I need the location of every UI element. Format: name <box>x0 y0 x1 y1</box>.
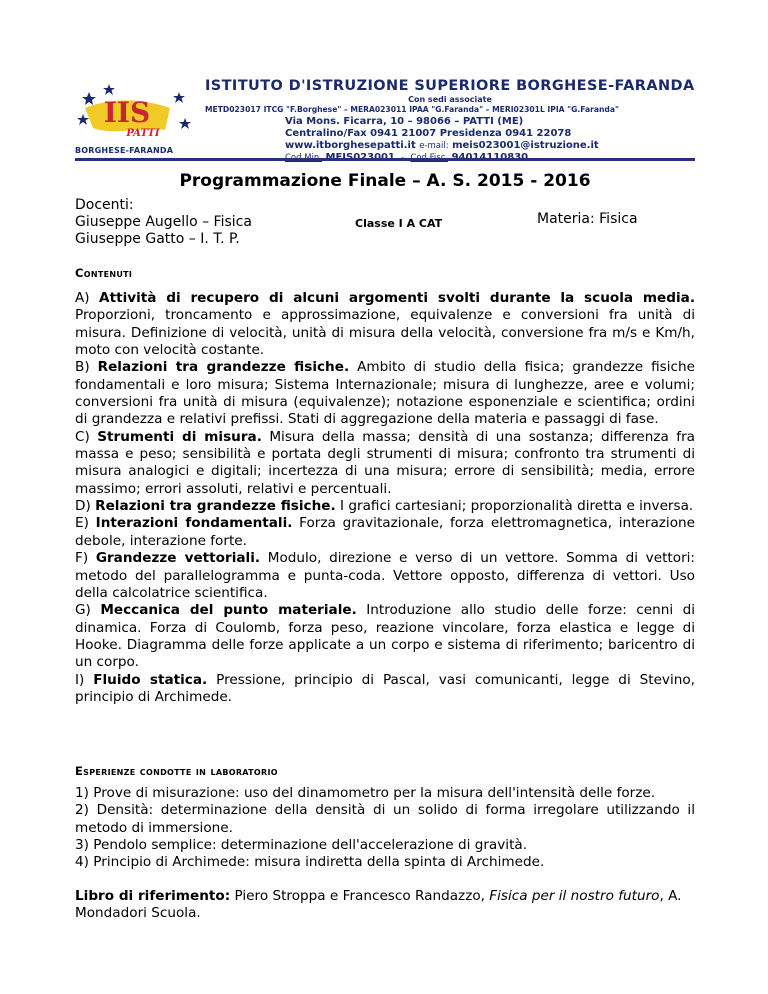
contenuto-item: B) Relazioni tra grandezze fisiche. Ambito di studio della fisica; grandezze fisiche fondamentali e loro misura; Sistema Internazionale; misura di lunghezze, aree e volumi; conversioni fra unità di misura (equivalenze); notazione esponenziale e scientifica; ordini di grandezza e relativi prefissi. Stati di aggregazione della materia e passaggi di fase. <box>75 359 695 428</box>
letterhead <box>75 78 695 162</box>
reference-book-authors: Piero Stroppa e Francesco Randazzo, <box>234 888 485 904</box>
contenuto-text: Misura della massa; densità di una sostanza; differenza fra massa e peso; sensibilità e portata degli strumenti di misura; confronto tra strumenti di misura analogici e digitali; incertezza di una misura; errore di sensibilità; media, errore massimo; errori assoluti, relativi e percentuali. <box>75 428 695 497</box>
teacher-2: Giuseppe Gatto – I. T. P. <box>75 231 240 247</box>
contenuto-item: C) Strumenti di misura. Misura della massa; densità di una sostanza; differenza fra massa e peso; sensibilità e portata degli strumenti di misura; confronto tra strumenti di misura analogici e digitali; incertezza di una misura; errore di sensibilità; media, errore massimo; errori assoluti, relativi e percentuali. <box>75 428 695 497</box>
section-esperienze-heading: Esperienze condotte in laboratorio <box>75 764 278 778</box>
teachers <box>75 197 252 248</box>
school-email[interactable]: meis023001@istruzione.it <box>452 140 599 151</box>
contenuto-item: A) Attività di recupero di alcuni argomenti svolti durante la scuola media. Proporzioni, troncamento e approssimazione, equivalenze e conversioni fra unità di misura. Definizione di velocità, unità di misura della velocità, conversione fra m/s e Km/h, moto con velocità costante. <box>75 290 696 359</box>
email-label: e-mail: <box>419 141 449 151</box>
contenuto-item: F) Grandezze vettoriali. Modulo, direzione e verso di un vettore. Somma di vettori: metodo del parallelogramma e punta-coda. Vettore opposto, differenza di vettori. Uso della calcolatrice scientifica. <box>75 550 696 601</box>
esperienze-list <box>75 785 695 872</box>
header-divider <box>75 158 695 161</box>
contenuto-item: E) Interazioni fondamentali. Forza gravitazionale, forza elettromagnetica, interazione debole, interazione forte. <box>75 515 695 549</box>
contenuto-heading: Relazioni tra grandezze fisiche. <box>95 498 336 515</box>
contenuto-text: Modulo, direzione e verso di un vettore. Somma di vettori: metodo del parallelogramma e punta-coda. Vettore opposto, differenza di vettori. Uso della calcolatrice scientifica. <box>75 550 696 601</box>
contenuto-heading: Attività di recupero di alcuni argomenti svolti durante la scuola media. <box>99 290 696 306</box>
esperienza-item: 4) Principio di Archimede: misura indiretta della spinta di Archimede. <box>75 854 545 871</box>
contenuto-heading: Grandezze vettoriali. <box>95 550 261 567</box>
reference-book-label: Libro di riferimento: <box>75 888 231 904</box>
school-name: ISTITUTO D'ISTRUZIONE SUPERIORE BORGHESE-FARANDA <box>205 78 695 94</box>
school-address: Via Mons. Ficarra, 10 – 98066 – PATTI (ME) <box>285 116 524 127</box>
page-title: Programmazione Finale – A. S. 2015 - 2016 <box>179 171 591 191</box>
logo-sub: PATTI <box>126 128 160 139</box>
reference-book-title: Fisica per il nostro futuro <box>489 888 660 904</box>
contenuto-text: Forza gravitazionale, forza elettromagnetica, interazione debole, interazione forte. <box>75 515 695 549</box>
logo-caption: BORGHESE-FARANDA <box>75 146 174 155</box>
reference-book <box>75 888 695 923</box>
contenuto-heading: Relazioni tra grandezze fisiche. <box>97 359 350 376</box>
school-codes: METD023017 ITCG "F.Borghese" – MERA023011 IPAA "G.Faranda" – MERI02301L IPIA "G.Faranda" <box>205 105 619 114</box>
school-web-email <box>285 140 695 152</box>
letterhead-text <box>205 78 695 164</box>
school-contacts <box>285 116 695 164</box>
contenuto-text: Proporzioni, troncamento e approssimazione, equivalenze e conversioni fra unità di misura. Definizione di velocità, unità di misura della velocità, conversione fra m/s e Km/h, moto con velocità costante. <box>75 307 695 359</box>
class-label: Classe I A CAT <box>355 217 443 230</box>
esperienza-item: 2) Densità: determinazione della densità di un solido di forma irregolare utilizzando il metodo di immersione. <box>75 802 695 836</box>
contenuto-item: I) Fluido statica. Pressione, principio di Pascal, vasi comunicanti, legge di Stevino, principio di Archimede. <box>75 671 696 705</box>
contenuto-text: I grafici cartesiani; proporzionalità diretta e inversa. <box>340 498 694 515</box>
contenuti-list <box>75 290 695 706</box>
contenuto-text: Ambito di studio della fisica; grandezze fisiche fondamentali e loro misura; Sistema Internazionale; misura di lunghezze, aree e volumi; conversioni fra unità di misura (equivalenze); notazione esponenziale e scientifica; ordini di grandezza e relativi prefissi. Stati di aggregazione della materia e passaggi di fase. <box>75 359 695 428</box>
esperienza-item: 3) Pendolo semplice: determinazione dell'accelerazione di gravità. <box>75 837 528 854</box>
teachers-label: Docenti: <box>75 197 134 213</box>
logo-text: IIS <box>103 96 151 129</box>
subject-label: Materia: Fisica <box>537 211 638 227</box>
contenuto-heading: Fluido statica. <box>93 671 208 688</box>
contenuto-heading: Strumenti di misura. <box>97 428 262 445</box>
sedi-associate: Con sedi associate <box>408 95 492 104</box>
contenuto-item: D) Relazioni tra grandezze fisiche. I grafici cartesiani; proporzionalità diretta e inversa. <box>75 498 694 515</box>
contenuto-item: G) Meccanica del punto materiale. Introduzione allo studio delle forze: cenni di dinamica. Forza di Coulomb, forza peso, reazione vincolare, forza elastica e legge di Hooke. Diagramma delle forze applicate a un corpo e sistema di riferimento; baricentro di un corpo. <box>75 602 695 671</box>
esperienza-item: 1) Prove di misurazione: uso del dinamometro per la misura dell'intensità delle forze. <box>75 785 656 801</box>
school-phones: Centralino/Fax 0941 21007 Presidenza 0941 22078 <box>285 128 572 139</box>
school-website[interactable]: www.itborghesepatti.it <box>285 140 416 151</box>
contenuto-text: Introduzione allo studio delle forze: cenni di dinamica. Forza di Coulomb, forza peso, reazione vincolare, forza elastica e legge di Hooke. Diagramma delle forze applicate a un corpo e sistema di riferimento; baricentro di un corpo. <box>75 602 695 671</box>
reference-book-publisher: , A. Mondadori Scuola. <box>75 888 682 922</box>
school-logo <box>75 78 195 158</box>
teacher-1: Giuseppe Augello – Fisica <box>75 214 252 230</box>
contenuto-heading: Interazioni fondamentali. <box>95 515 293 532</box>
contenuto-text: Pressione, principio di Pascal, vasi comunicanti, legge di Stevino, principio di Archimede. <box>75 671 696 705</box>
contenuto-heading: Meccanica del punto materiale. <box>100 602 357 619</box>
section-contenuti-heading: Contenuti <box>75 266 133 280</box>
course-info <box>75 197 695 245</box>
